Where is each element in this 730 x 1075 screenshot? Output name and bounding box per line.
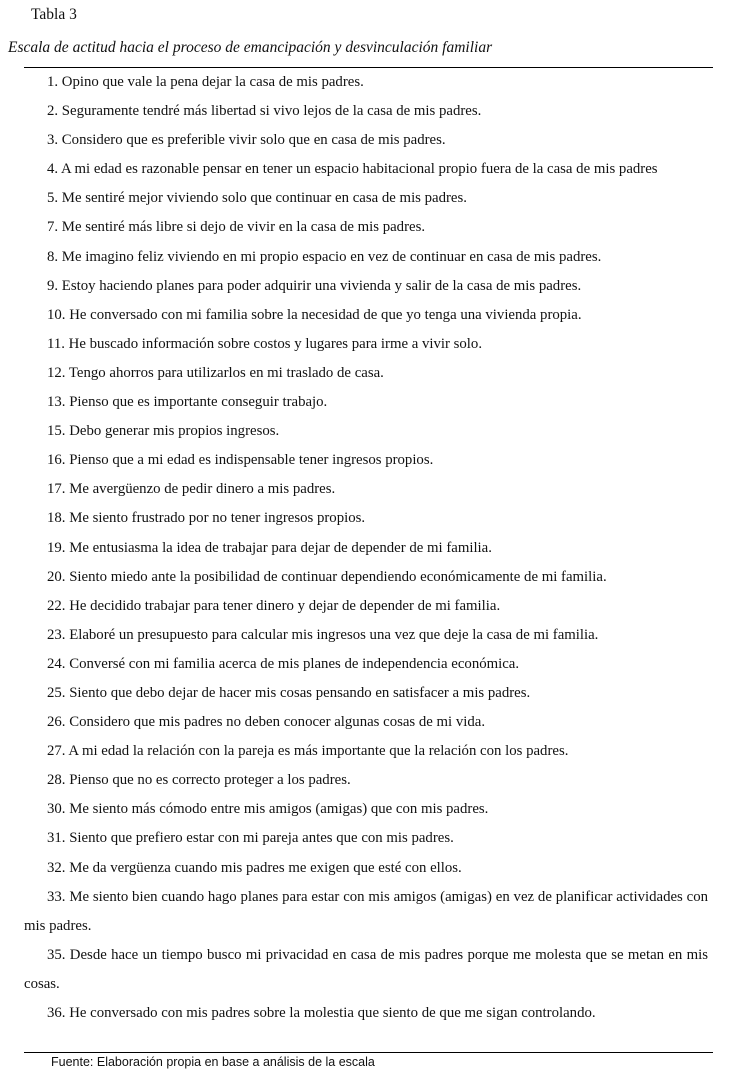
scale-item: 19. Me entusiasma la idea de trabajar para dejar de depender de mi familia. <box>47 539 492 556</box>
scale-item: 17. Me avergüenzo de pedir dinero a mis padres. <box>47 481 336 498</box>
scale-item: 12. Tengo ahorros para utilizarlos en mi traslado de casa. <box>47 364 384 381</box>
scale-item: 16. Pienso que a mi edad es indispensable tener ingresos propios. <box>47 452 434 469</box>
scale-item: 36. He conversado con mis padres sobre la molestia que siento de que me sigan controlando. <box>47 1005 596 1021</box>
table-label: Tabla 3 <box>31 6 77 23</box>
scale-item: 27. A mi edad la relación con la pareja es más importante que la relación con los padres. <box>47 743 569 760</box>
scale-item: 7. Me sentiré más libre si dejo de vivir en la casa de mis padres. <box>47 219 426 236</box>
scale-item: 4. A mi edad es razonable pensar en tener un espacio habitacional propio fuera de la casa de mis padres <box>47 161 658 178</box>
scale-item: 23. Elaboré un presupuesto para calcular mis ingresos una vez que deje la casa de mi familia. <box>47 626 599 643</box>
scale-item: 11. He buscado información sobre costos y lugares para irme a vivir solo. <box>47 335 483 352</box>
scale-item: 15. Debo generar mis propios ingresos. <box>47 423 280 440</box>
scale-item: 3. Considero que es preferible vivir solo que en casa de mis padres. <box>47 132 446 149</box>
table-title: Escala de actitud hacia el proceso de emancipación y desvinculación familiar <box>8 39 493 56</box>
scale-item: 25. Siento que debo dejar de hacer mis cosas pensando en satisfacer a mis padres. <box>47 684 531 701</box>
scale-item: 22. He decidido trabajar para tener dinero y dejar de depender de mi familia. <box>47 597 501 614</box>
scale-item: 13. Pienso que es importante conseguir trabajo. <box>47 394 328 411</box>
scale-item: 32. Me da vergüenza cuando mis padres me exigen que esté con ellos. <box>47 859 462 876</box>
scale-item: 20. Siento miedo ante la posibilidad de continuar dependiendo económicamente de mi familia. <box>47 568 607 585</box>
source-note: Fuente: Elaboración propia en base a análisis de la escala <box>51 1055 375 1069</box>
scale-item: 18. Me siento frustrado por no tener ingresos propios. <box>47 510 366 527</box>
scale-item: 31. Siento que prefiero estar con mi pareja antes que con mis padres. <box>47 830 454 847</box>
scale-item: 26. Considero que mis padres no deben conocer algunas cosas de mi vida. <box>47 714 486 731</box>
scale-item: 24. Conversé con mi familia acerca de mis planes de independencia económica. <box>47 655 520 672</box>
scale-item: 5. Me sentiré mejor viviendo solo que continuar en casa de mis padres. <box>47 190 467 207</box>
scale-item: 10. He conversado con mi familia sobre la necesidad de que yo tenga una vivienda propia. <box>47 306 582 323</box>
scale-item: 2. Seguramente tendré más libertad si vivo lejos de la casa de mis padres. <box>47 103 482 120</box>
scale-item: 30. Me siento más cómodo entre mis amigos (amigas) que con mis padres. <box>47 801 489 818</box>
scale-item: 33. Me siento bien cuando hago planes para estar con mis amigos (amigas) en vez de planificar actividades con mis padres. <box>24 888 708 934</box>
scale-item: 9. Estoy haciendo planes para poder adquirir una vivienda y salir de la casa de mis padres. <box>47 277 582 294</box>
scale-item: 28. Pienso que no es correcto proteger a los padres. <box>47 772 351 789</box>
scale-item: 8. Me imagino feliz viviendo en mi propio espacio en vez de continuar en casa de mis padres. <box>47 248 602 265</box>
scale-item: 35. Desde hace un tiempo busco mi privacidad en casa de mis padres porque me molesta que se metan en mis cosas. <box>24 946 708 992</box>
scale-items-list <box>24 68 708 1028</box>
scale-item: 1. Opino que vale la pena dejar la casa de mis padres. <box>47 74 364 90</box>
